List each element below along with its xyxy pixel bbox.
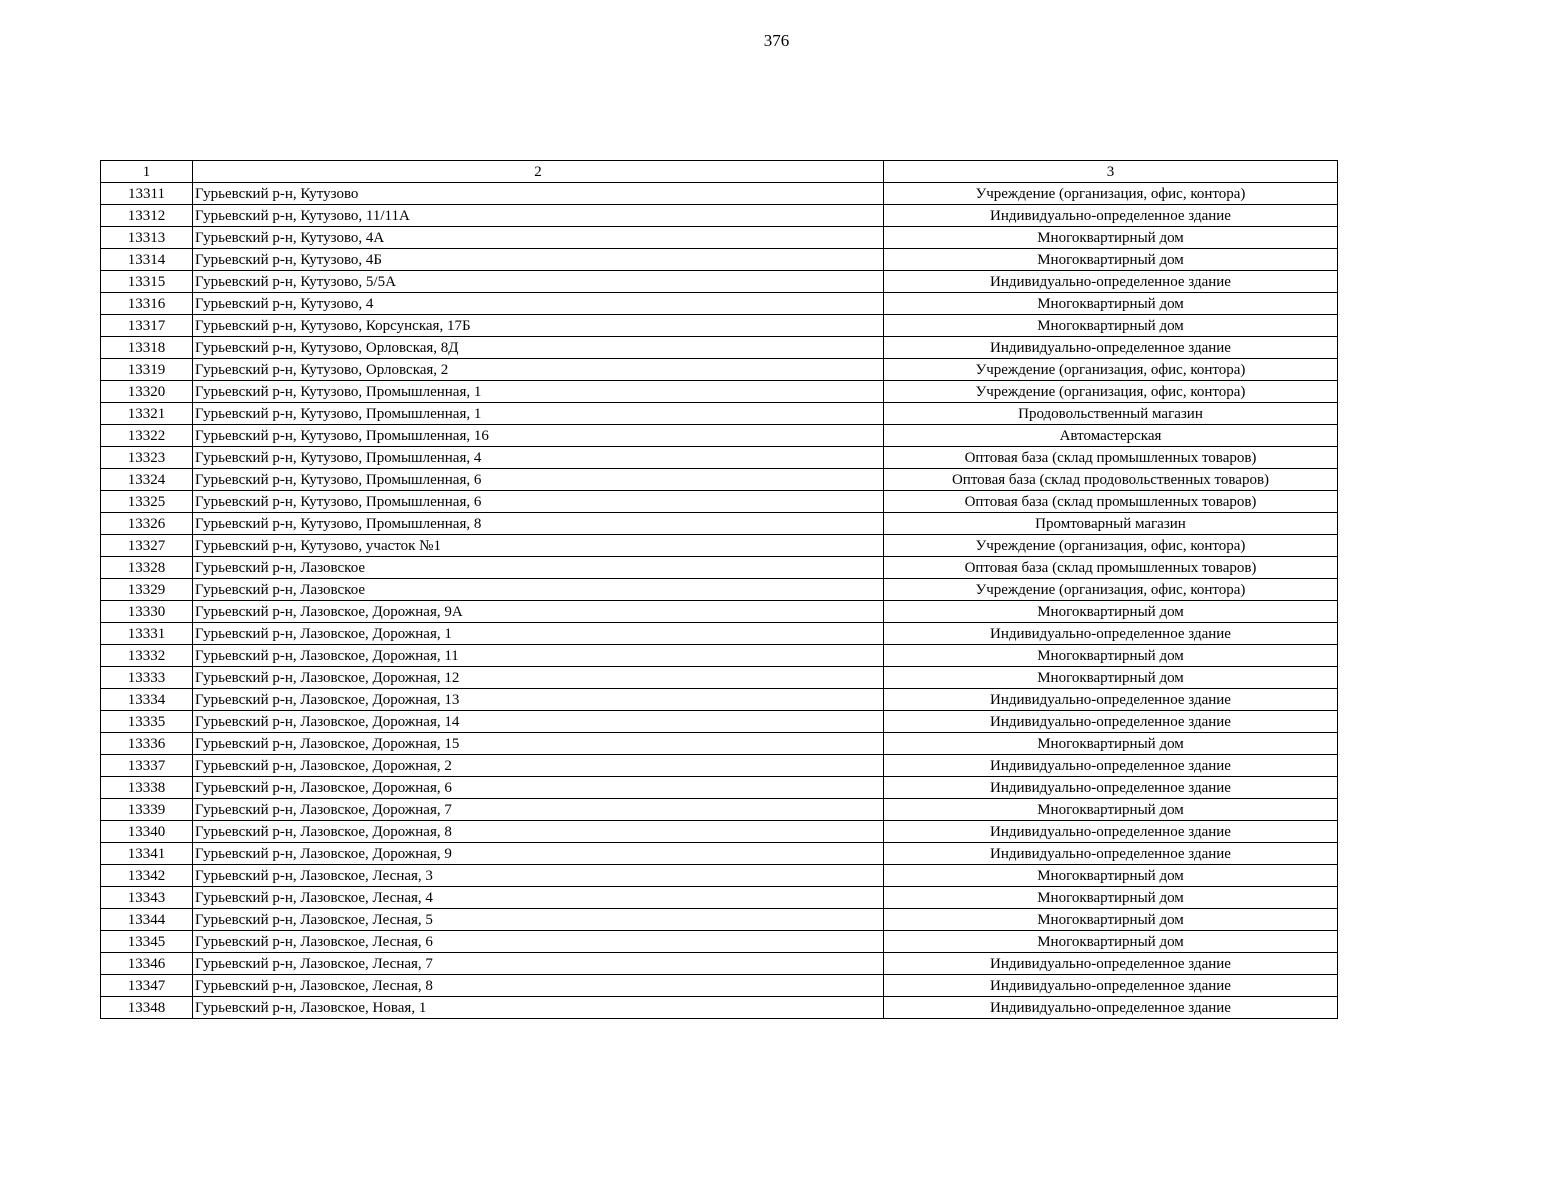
address-cell: Гурьевский р-н, Кутузово, Промышленная, 16 bbox=[193, 425, 884, 447]
row-number-cell: 13336 bbox=[101, 733, 193, 755]
table-row bbox=[101, 997, 1338, 1019]
row-number-cell: 13326 bbox=[101, 513, 193, 535]
table-header-row bbox=[101, 161, 1338, 183]
object-type-cell: Многоквартирный дом bbox=[884, 865, 1338, 887]
object-type-cell: Учреждение (организация, офис, контора) bbox=[884, 381, 1338, 403]
row-number-cell: 13333 bbox=[101, 667, 193, 689]
column-header-2: 2 bbox=[193, 161, 884, 183]
table-row bbox=[101, 403, 1338, 425]
address-cell: Гурьевский р-н, Кутузово, Промышленная, 4 bbox=[193, 447, 884, 469]
object-type-cell: Оптовая база (склад промышленных товаров) bbox=[884, 447, 1338, 469]
table-row bbox=[101, 469, 1338, 491]
address-cell: Гурьевский р-н, Лазовское, Дорожная, 11 bbox=[193, 645, 884, 667]
address-cell: Гурьевский р-н, Кутузово, Корсунская, 17Б bbox=[193, 315, 884, 337]
object-type-cell: Учреждение (организация, офис, контора) bbox=[884, 183, 1338, 205]
address-cell: Гурьевский р-н, Кутузово, Промышленная, 1 bbox=[193, 403, 884, 425]
table-row bbox=[101, 183, 1338, 205]
object-type-cell: Многоквартирный дом bbox=[884, 645, 1338, 667]
row-number-cell: 13346 bbox=[101, 953, 193, 975]
object-type-cell: Индивидуально-определенное здание bbox=[884, 953, 1338, 975]
address-cell: Гурьевский р-н, Лазовское, Дорожная, 13 bbox=[193, 689, 884, 711]
registry-table bbox=[100, 160, 1338, 1019]
table-row bbox=[101, 425, 1338, 447]
row-number-cell: 13321 bbox=[101, 403, 193, 425]
table-row bbox=[101, 491, 1338, 513]
row-number-cell: 13342 bbox=[101, 865, 193, 887]
table-row bbox=[101, 557, 1338, 579]
address-cell: Гурьевский р-н, Лазовское, Дорожная, 7 bbox=[193, 799, 884, 821]
address-cell: Гурьевский р-н, Лазовское, Дорожная, 9 bbox=[193, 843, 884, 865]
object-type-cell: Индивидуально-определенное здание bbox=[884, 689, 1338, 711]
row-number-cell: 13343 bbox=[101, 887, 193, 909]
row-number-cell: 13312 bbox=[101, 205, 193, 227]
table-body bbox=[101, 183, 1338, 1019]
object-type-cell: Индивидуально-определенное здание bbox=[884, 975, 1338, 997]
object-type-cell: Учреждение (организация, офис, контора) bbox=[884, 535, 1338, 557]
table-row bbox=[101, 205, 1338, 227]
address-cell: Гурьевский р-н, Лазовское, Дорожная, 8 bbox=[193, 821, 884, 843]
row-number-cell: 13314 bbox=[101, 249, 193, 271]
row-number-cell: 13313 bbox=[101, 227, 193, 249]
address-cell: Гурьевский р-н, Кутузово, 5/5А bbox=[193, 271, 884, 293]
object-type-cell: Индивидуально-определенное здание bbox=[884, 821, 1338, 843]
row-number-cell: 13328 bbox=[101, 557, 193, 579]
address-cell: Гурьевский р-н, Лазовское, Лесная, 6 bbox=[193, 931, 884, 953]
object-type-cell: Многоквартирный дом bbox=[884, 601, 1338, 623]
table-row bbox=[101, 887, 1338, 909]
table-row bbox=[101, 513, 1338, 535]
row-number-cell: 13329 bbox=[101, 579, 193, 601]
address-cell: Гурьевский р-н, Кутузово, Промышленная, 6 bbox=[193, 469, 884, 491]
object-type-cell: Многоквартирный дом bbox=[884, 733, 1338, 755]
row-number-cell: 13341 bbox=[101, 843, 193, 865]
object-type-cell: Оптовая база (склад промышленных товаров) bbox=[884, 491, 1338, 513]
row-number-cell: 13345 bbox=[101, 931, 193, 953]
table-row bbox=[101, 953, 1338, 975]
table-row bbox=[101, 579, 1338, 601]
object-type-cell: Многоквартирный дом bbox=[884, 249, 1338, 271]
row-number-cell: 13344 bbox=[101, 909, 193, 931]
row-number-cell: 13325 bbox=[101, 491, 193, 513]
table-row bbox=[101, 909, 1338, 931]
row-number-cell: 13315 bbox=[101, 271, 193, 293]
object-type-cell: Автомастерская bbox=[884, 425, 1338, 447]
object-type-cell: Индивидуально-определенное здание bbox=[884, 997, 1338, 1019]
address-cell: Гурьевский р-н, Лазовское, Дорожная, 12 bbox=[193, 667, 884, 689]
row-number-cell: 13323 bbox=[101, 447, 193, 469]
table-row bbox=[101, 843, 1338, 865]
row-number-cell: 13322 bbox=[101, 425, 193, 447]
address-cell: Гурьевский р-н, Кутузово, Промышленная, 6 bbox=[193, 491, 884, 513]
address-cell: Гурьевский р-н, Лазовское, Новая, 1 bbox=[193, 997, 884, 1019]
table-row bbox=[101, 359, 1338, 381]
address-cell: Гурьевский р-н, Кутузово, 11/11А bbox=[193, 205, 884, 227]
table-row bbox=[101, 755, 1338, 777]
table-row bbox=[101, 667, 1338, 689]
object-type-cell: Многоквартирный дом bbox=[884, 667, 1338, 689]
object-type-cell: Продовольственный магазин bbox=[884, 403, 1338, 425]
row-number-cell: 13311 bbox=[101, 183, 193, 205]
object-type-cell: Индивидуально-определенное здание bbox=[884, 337, 1338, 359]
table-row bbox=[101, 315, 1338, 337]
object-type-cell: Учреждение (организация, офис, контора) bbox=[884, 579, 1338, 601]
object-type-cell: Индивидуально-определенное здание bbox=[884, 271, 1338, 293]
row-number-cell: 13347 bbox=[101, 975, 193, 997]
address-cell: Гурьевский р-н, Кутузово, 4А bbox=[193, 227, 884, 249]
address-cell: Гурьевский р-н, Кутузово bbox=[193, 183, 884, 205]
row-number-cell: 13317 bbox=[101, 315, 193, 337]
object-type-cell: Промтоварный магазин bbox=[884, 513, 1338, 535]
object-type-cell: Многоквартирный дом bbox=[884, 293, 1338, 315]
table-row bbox=[101, 447, 1338, 469]
row-number-cell: 13316 bbox=[101, 293, 193, 315]
address-cell: Гурьевский р-н, Лазовское, Лесная, 4 bbox=[193, 887, 884, 909]
address-cell: Гурьевский р-н, Лазовское bbox=[193, 557, 884, 579]
table-row bbox=[101, 535, 1338, 557]
address-cell: Гурьевский р-н, Лазовское, Дорожная, 9А bbox=[193, 601, 884, 623]
row-number-cell: 13338 bbox=[101, 777, 193, 799]
table-row bbox=[101, 711, 1338, 733]
address-cell: Гурьевский р-н, Кутузово, 4 bbox=[193, 293, 884, 315]
object-type-cell: Индивидуально-определенное здание bbox=[884, 755, 1338, 777]
row-number-cell: 13332 bbox=[101, 645, 193, 667]
address-cell: Гурьевский р-н, Лазовское, Лесная, 7 bbox=[193, 953, 884, 975]
column-header-3: 3 bbox=[884, 161, 1338, 183]
column-header-1: 1 bbox=[101, 161, 193, 183]
table-row bbox=[101, 931, 1338, 953]
table-row bbox=[101, 337, 1338, 359]
object-type-cell: Индивидуально-определенное здание bbox=[884, 843, 1338, 865]
table-row bbox=[101, 293, 1338, 315]
row-number-cell: 13327 bbox=[101, 535, 193, 557]
object-type-cell: Оптовая база (склад промышленных товаров) bbox=[884, 557, 1338, 579]
table-row bbox=[101, 975, 1338, 997]
object-type-cell: Индивидуально-определенное здание bbox=[884, 205, 1338, 227]
address-cell: Гурьевский р-н, Кутузово, участок №1 bbox=[193, 535, 884, 557]
row-number-cell: 13335 bbox=[101, 711, 193, 733]
table-row bbox=[101, 733, 1338, 755]
address-cell: Гурьевский р-н, Кутузово, Орловская, 8Д bbox=[193, 337, 884, 359]
table-row bbox=[101, 777, 1338, 799]
address-cell: Гурьевский р-н, Лазовское, Лесная, 3 bbox=[193, 865, 884, 887]
page-number: 376 bbox=[763, 31, 790, 50]
address-cell: Гурьевский р-н, Лазовское, Дорожная, 15 bbox=[193, 733, 884, 755]
address-cell: Гурьевский р-н, Лазовское bbox=[193, 579, 884, 601]
object-type-cell: Многоквартирный дом bbox=[884, 909, 1338, 931]
object-type-cell: Многоквартирный дом bbox=[884, 887, 1338, 909]
object-type-cell: Индивидуально-определенное здание bbox=[884, 623, 1338, 645]
address-cell: Гурьевский р-н, Лазовское, Лесная, 8 bbox=[193, 975, 884, 997]
row-number-cell: 13348 bbox=[101, 997, 193, 1019]
object-type-cell: Индивидуально-определенное здание bbox=[884, 777, 1338, 799]
table-row bbox=[101, 645, 1338, 667]
address-cell: Гурьевский р-н, Кутузово, 4Б bbox=[193, 249, 884, 271]
table-row bbox=[101, 271, 1338, 293]
table-row bbox=[101, 865, 1338, 887]
row-number-cell: 13330 bbox=[101, 601, 193, 623]
object-type-cell: Многоквартирный дом bbox=[884, 931, 1338, 953]
address-cell: Гурьевский р-н, Лазовское, Дорожная, 14 bbox=[193, 711, 884, 733]
table-row bbox=[101, 799, 1338, 821]
table-row bbox=[101, 689, 1338, 711]
row-number-cell: 13319 bbox=[101, 359, 193, 381]
address-cell: Гурьевский р-н, Кутузово, Орловская, 2 bbox=[193, 359, 884, 381]
table-row bbox=[101, 381, 1338, 403]
table-row bbox=[101, 821, 1338, 843]
address-cell: Гурьевский р-н, Лазовское, Дорожная, 1 bbox=[193, 623, 884, 645]
address-cell: Гурьевский р-н, Лазовское, Дорожная, 2 bbox=[193, 755, 884, 777]
address-cell: Гурьевский р-н, Кутузово, Промышленная, 1 bbox=[193, 381, 884, 403]
object-type-cell: Многоквартирный дом bbox=[884, 315, 1338, 337]
table-row bbox=[101, 249, 1338, 271]
object-type-cell: Учреждение (организация, офис, контора) bbox=[884, 359, 1338, 381]
row-number-cell: 13318 bbox=[101, 337, 193, 359]
object-type-cell: Многоквартирный дом bbox=[884, 799, 1338, 821]
table-row bbox=[101, 623, 1338, 645]
row-number-cell: 13339 bbox=[101, 799, 193, 821]
row-number-cell: 13337 bbox=[101, 755, 193, 777]
table-row bbox=[101, 227, 1338, 249]
row-number-cell: 13334 bbox=[101, 689, 193, 711]
row-number-cell: 13331 bbox=[101, 623, 193, 645]
row-number-cell: 13340 bbox=[101, 821, 193, 843]
table-row bbox=[101, 601, 1338, 623]
row-number-cell: 13320 bbox=[101, 381, 193, 403]
address-cell: Гурьевский р-н, Кутузово, Промышленная, 8 bbox=[193, 513, 884, 535]
object-type-cell: Многоквартирный дом bbox=[884, 227, 1338, 249]
address-cell: Гурьевский р-н, Лазовское, Лесная, 5 bbox=[193, 909, 884, 931]
row-number-cell: 13324 bbox=[101, 469, 193, 491]
address-cell: Гурьевский р-н, Лазовское, Дорожная, 6 bbox=[193, 777, 884, 799]
object-type-cell: Оптовая база (склад продовольственных товаров) bbox=[884, 469, 1338, 491]
object-type-cell: Индивидуально-определенное здание bbox=[884, 711, 1338, 733]
